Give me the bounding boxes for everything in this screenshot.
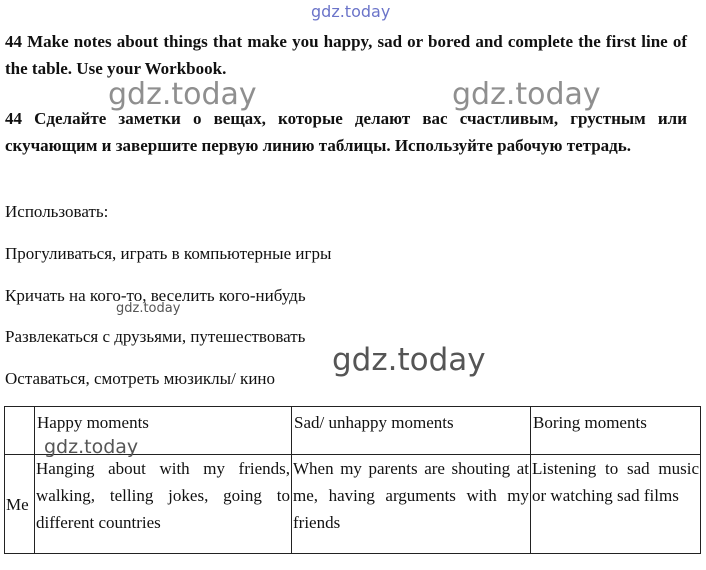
cell-happy-moments: Hanging about with my friends, walking, telling jokes, going to different countries — [35, 455, 292, 554]
exercise-instruction-english: 44 Make notes about things that make you happy, sad or bored and complete the first line of the table. Use your Workbook. — [5, 32, 687, 78]
exercise-instruction-russian: 44 Сделайте заметки о вещах, которые делают вас счастливым, грустным или скучающим и завершите первую линию таблицы. Используйте рабочую тетрадь. — [5, 109, 687, 155]
cell-sad-moments: When my parents are shouting at me, having arguments with my friends — [292, 455, 531, 554]
watermark: gdz.today — [108, 77, 257, 112]
watermark: gdz.today — [116, 301, 181, 316]
use-line-3: Развлекаться с друзьями, путешествовать — [5, 327, 306, 346]
use-line-1: Прогуливаться, играть в компьютерные игры — [5, 244, 332, 263]
table-row — [5, 455, 701, 554]
table-corner-cell — [5, 407, 35, 455]
watermark: gdz.today — [452, 77, 601, 112]
use-line-2: Кричать на кого-то, веселить кого-нибудь — [5, 286, 306, 305]
watermark: gdz.today — [332, 342, 486, 378]
use-line-4: Оставаться, смотреть мюзиклы/ кино — [5, 369, 276, 388]
row-label-me: Me — [5, 455, 35, 554]
cell-boring-moments: Listening to sad music or watching sad films — [531, 455, 701, 554]
header-boring-moments: Boring moments — [531, 407, 701, 455]
header-sad-moments: Sad/ unhappy moments — [292, 407, 531, 455]
watermark: gdz.today — [44, 436, 139, 458]
header-happy-moments: Happy moments — [35, 407, 292, 455]
use-heading: Использовать: — [5, 202, 109, 221]
moments-table — [4, 406, 701, 554]
watermark-top: gdz.today — [311, 2, 391, 21]
